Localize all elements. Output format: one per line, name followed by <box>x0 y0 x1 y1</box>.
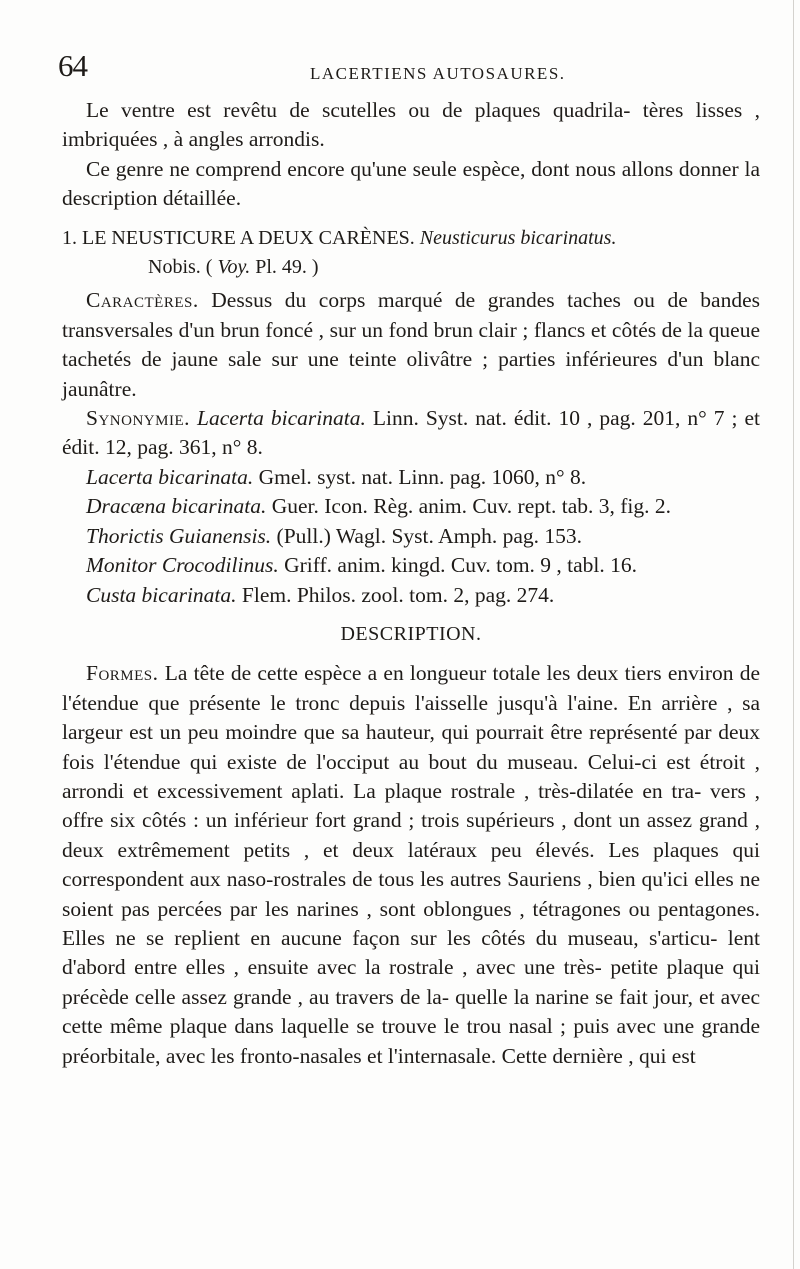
synonym-name: Lacerta bicarinata. <box>86 464 254 489</box>
intro-paragraph-1: Le ventre est revêtu de scutelles ou de plaques quadrila- tères lisses , imbriquées , à angles arrondis. <box>62 98 760 152</box>
synonym-ref: (Pull.) Wagl. Syst. Amph. pag. 153. <box>276 523 582 548</box>
species-authority: Nobis. ( <box>148 256 213 279</box>
running-head: LACERTIENS AUTOSAURES. <box>310 64 566 83</box>
page-header <box>58 48 758 88</box>
synonym-ref: Linn. Syst. nat. édit. 10 , pag. 201, n° 7 ; et édit. 12, pag. 361, n° 8. <box>62 406 760 460</box>
synonym-ref: Guer. Icon. Règ. anim. Cuv. rept. tab. 3, fig. 2. <box>271 494 671 519</box>
synonymy-entry <box>62 581 760 610</box>
page-number: 64 <box>58 48 87 83</box>
synonym-name: Monitor Crocodilinus. <box>86 553 279 578</box>
synonym-ref: Gmel. syst. nat. Linn. pag. 1060, n° 8. <box>258 464 587 489</box>
synonym-name: Dracæna bicarinata. <box>86 494 267 519</box>
synonymy-entry <box>62 463 760 492</box>
synonymy-label: Synonymie. <box>86 406 190 431</box>
species-heading <box>62 224 760 283</box>
synonymy-entry <box>62 522 760 551</box>
characters-paragraph <box>62 286 760 404</box>
description-heading: DESCRIPTION. <box>340 622 482 645</box>
description-text: La tête de cette espèce a en longueur totale les deux tiers environ de l'étendue que présente le tronc depuis l'aisselle jusqu'à l'aine. En arrière , sa largeur est un peu moindre que sa hauteur, qui pourrait être représenté par deux fois l'étendue qui existe de l'occiput au bout du museau. Celui-ci est étroit , arrondi et excessivement aplati. La plaque rostrale , très-dilatée en tra- vers , offre six côtés : un inférieur fort grand ; trois supérieurs , dont un assez grand , deux extrêmement petits , et deux latéraux peu élevés. Les plaques qui correspondent aux naso-rostrales de tous les autres Sauriens , bien qu'ici elles ne soient pas percées par les narines , sont oblongues , tétragones ou pentagones. Elles ne se replient en aucune façon sur les côtés du museau, s'articu- lent d'abord entre elles , ensuite avec la rostrale , avec une très- petite plaque qui précède celle assez grande , au travers de la- quelle la narine se fait jour, et avec cette même plaque dans laquelle se trouve le trou nasal ; puis avec une grande préorbitale, avec les fronto-nasales et l'internasale. Cette dernière , qui est <box>62 661 761 1068</box>
intro-paragraph-2: Ce genre ne comprend encore qu'une seule espèce, dont nous allons donner la description détaillée. <box>62 156 760 211</box>
species-ref-plate: Pl. 49. ) <box>255 256 319 279</box>
synonym-name: Custa bicarinata. <box>86 582 237 607</box>
species-name: LE NEUSTICURE A DEUX CARÈNES. <box>82 226 415 249</box>
synonym-name: Lacerta bicarinata. <box>197 406 366 431</box>
description-paragraph <box>62 659 760 1071</box>
synonym-ref: Griff. anim. kingd. Cuv. tom. 9 , tabl. 16. <box>284 553 638 578</box>
species-ref-voy: Voy. <box>217 256 251 279</box>
species-authority-line <box>62 253 760 282</box>
body-text <box>62 96 760 1071</box>
synonymy-entry <box>62 492 760 521</box>
synonymy-entry <box>62 404 760 463</box>
synonymy-entry <box>62 551 760 580</box>
characters-label: Caractères. <box>86 288 199 313</box>
species-number: 1. <box>62 226 77 249</box>
synonym-name: Thorictis Guianensis. <box>86 523 272 548</box>
page-edge <box>793 0 794 1269</box>
synonym-ref: Flem. Philos. zool. tom. 2, pag. 274. <box>241 582 555 607</box>
characters-text: Dessus du corps marqué de grandes taches ou de bandes transversales d'un brun foncé , sur un fond brun clair ; flancs et côtés de la queue tachetés de jaune sale sur une teinte olivâtre ; parties inférieures d'un blanc jaunâtre. <box>62 288 761 401</box>
species-latin: Neusticurus bicarinatus. <box>419 226 617 249</box>
description-label: Formes. <box>86 661 159 686</box>
